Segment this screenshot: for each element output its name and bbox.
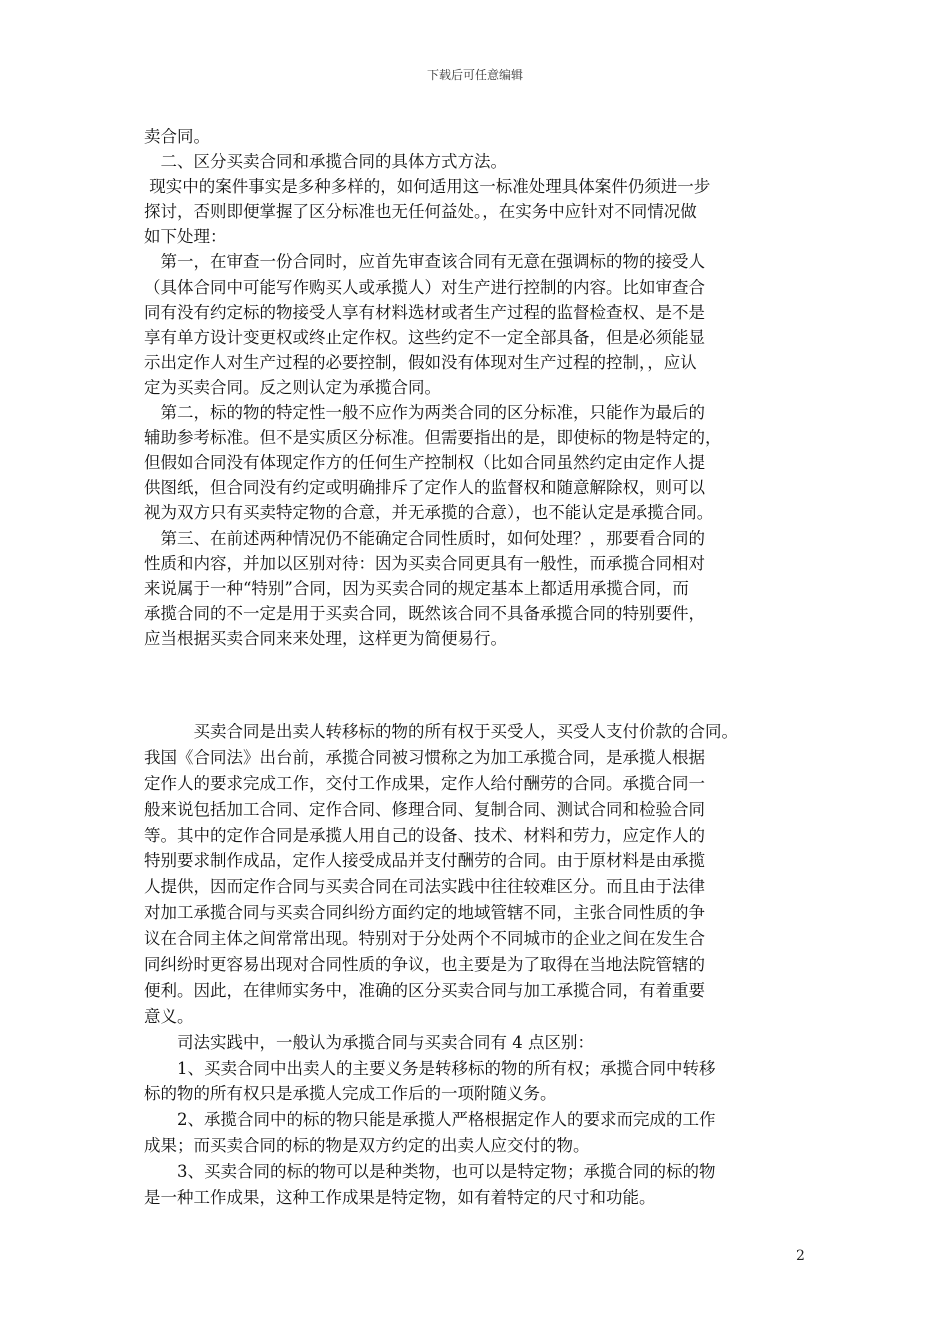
text-line: 但假如合同没有体现定作方的任何生产控制权（比如合同虽然约定由定作人提 [144,453,705,473]
text-line: 如下处理： [144,227,227,247]
text-line: 成果；而买卖合同的标的物是双方约定的出卖人应交付的物。 [144,1136,590,1156]
text-line: 供图纸，但合同没有约定或明确排斥了定作人的监督权和随意解除权，则可以 [144,478,705,498]
text-line: 定为买卖合同。反之则认定为承揽合同。 [144,377,441,397]
text-line: 便利。因此，在律师实务中，准确的区分买卖合同与加工承揽合同，有着重要 [144,980,705,1000]
text-line: 探讨，否则即便掌握了区分标准也无任何益处。，在实务中应针对不同情况做 [144,202,697,222]
text-line: （具体合同中可能写作购买人或承揽人）对生产进行控制的内容。比如审查合 [144,277,705,297]
section-heading: 二、区分买卖合同和承揽合同的具体方式方法。 [144,152,507,172]
section-2-text [144,719,808,1211]
text-line: 司法实践中，一般认为承揽合同与买卖合同有 4 点区别： [144,1032,594,1052]
text-line: 意义。 [144,1006,194,1026]
text-line: 享有单方设计变更权或终止定作权。这些约定不一定全部具备，但是必须能显 [144,327,705,347]
text-line: 卖合同。 [144,127,210,146]
text-line: 现实中的案件事实是多种多样的，如何适用这一标准处理具体案件仍须进一步 [144,177,711,197]
text-line: 同纠纷时更容易出现对合同性质的争议，也主要是为了取得在当地法院管辖的 [144,955,705,975]
text-line: 应当根据买卖合同来来处理，这样更为简便易行。 [144,628,507,648]
page-header: 下载后可任意编辑 [426,68,523,82]
text-line: 般来说包括加工合同、定作合同、修理合同、复制合同、测试合同和检验合同 [144,799,705,819]
text-line: 我国《合同法》出台前，承揽合同被习惯称之为加工承揽合同，是承揽人根据 [144,747,705,767]
text-line: 特别要求制作成品，定作人接受成品并支付酬劳的合同。由于原材料是由承揽 [144,851,705,871]
text-line: 人提供，因而定作合同与买卖合同在司法实践中往往较难区分。而且由于法律 [144,877,705,897]
text-line: 第二，标的物的特定性一般不应作为两类合同的区分标准，只能作为最后的 [144,403,705,423]
text-line: 性质和内容，并加以区别对待：因为买卖合同更具有一般性，而承揽合同相对 [144,553,705,573]
text-line: 买卖合同是出卖人转移标的物的所有权于买受人，买受人支付价款的合同。 [144,722,738,741]
text-line: 同有没有约定标的物接受人享有材料选材或者生产过程的监督检查权、是不是 [144,302,705,322]
text-line: 来说属于一种“特别”合同，因为买卖合同的规定基本上都适用承揽合同，而 [144,578,689,598]
text-line: 定作人的要求完成工作，交付工作成果，定作人给付酬劳的合同。承揽合同一 [144,773,705,793]
list-item-1: 1、买卖合同中出卖人的主要义务是转移标的物的所有权；承揽合同中转移 [144,1058,716,1078]
text-line: 第一，在审查一份合同时，应首先审查该合同有无意在强调标的物的接受人 [144,252,705,272]
page-number: 2 [796,1248,805,1264]
text-line: 是一种工作成果，这种工作成果是特定物，如有着特定的尺寸和功能。 [144,1188,656,1208]
list-item-2: 2、承揽合同中的标的物只能是承揽人严格根据定作人的要求而完成的工作 [144,1110,716,1130]
list-item-3: 3、买卖合同的标的物可以是种类物，也可以是特定物；承揽合同的标的物 [144,1162,716,1182]
text-line: 辅助参考标准。但不是实质区分标准。但需要指出的是，即使标的物是特定的， [144,428,722,448]
text-line: 标的物的所有权只是承揽人完成工作后的一项附随义务。 [144,1084,557,1104]
text-line: 视为双方只有买卖特定物的合意，并无承揽的合意），也不能认定是承揽合同。 [144,503,714,523]
text-line: 对加工承揽合同与买卖合同纠纷方面约定的地域管辖不同，主张合同性质的争 [144,903,705,923]
text-line: 示出定作人对生产过程的必要控制，假如没有体现对生产过程的控制，，应认 [144,352,697,372]
text-line: 第三、在前述两种情况仍不能确定合同性质时，如何处理？，那要看合同的 [144,528,705,548]
text-line: 等。其中的定作合同是承揽人用自己的设备、技术、材料和劳力，应定作人的 [144,825,705,845]
section-1-text [144,124,808,651]
text-line: 议在合同主体之间常常出现。特别对于分处两个不同城市的企业之间在发生合 [144,929,705,949]
text-line: 承揽合同的不一定是用于买卖合同，既然该合同不具备承揽合同的特别要件， [144,603,705,623]
